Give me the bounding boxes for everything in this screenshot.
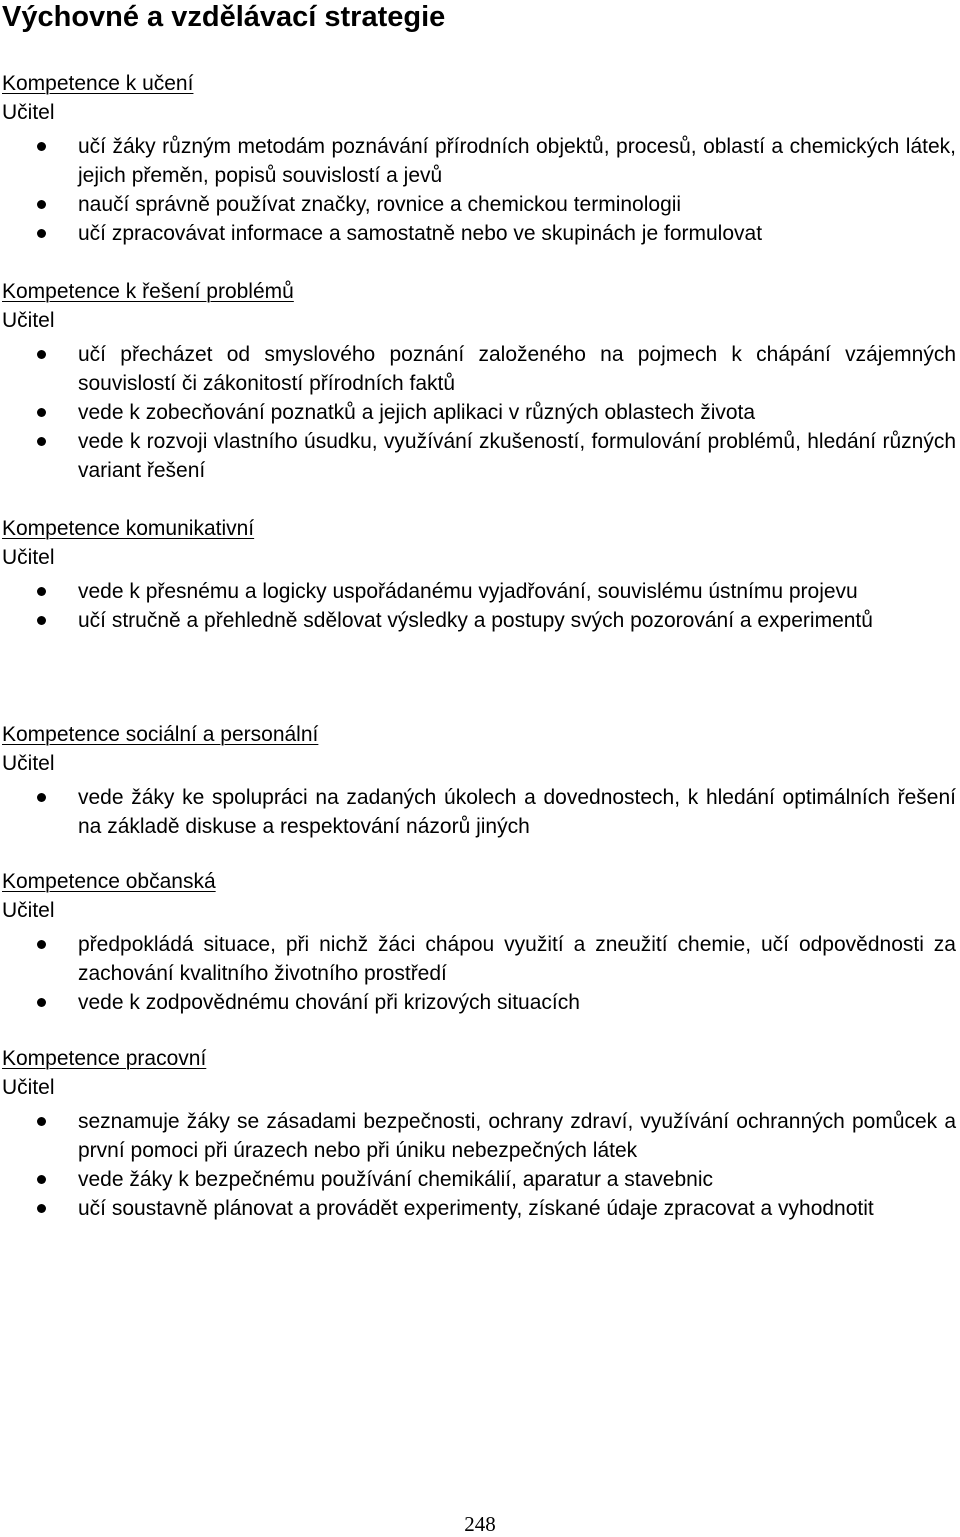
bullet-icon (37, 200, 46, 209)
section-work-competence (0, 1044, 960, 1223)
list-item-text: vede k rozvoji vlastního úsudku, využívání zkušeností, formulování problémů, hledání různých variant řešení (78, 430, 956, 482)
list-item (0, 577, 960, 606)
section-subject: Učitel (2, 309, 55, 332)
bullet-list (0, 132, 960, 248)
section-learning-competence (0, 69, 960, 248)
list-item (0, 930, 960, 988)
list-item-text: učí stručně a přehledně sdělovat výsledky a postupy svých pozorování a experimentů (78, 609, 873, 632)
bullet-list (0, 1107, 960, 1223)
bullet-list (0, 340, 960, 485)
list-item-text: vede žáky ke spolupráci na zadaných úkolech a dovednostech, k hledání optimálních řešení na základě diskuse a respektování názorů jiných (78, 786, 956, 838)
bullet-icon (37, 350, 46, 359)
list-item-text: naučí správně používat značky, rovnice a chemickou terminologii (78, 193, 682, 216)
page-title: Výchovné a vzdělávací strategie (2, 1, 446, 33)
list-item (0, 427, 960, 485)
section-civic-competence (0, 867, 960, 1017)
bullet-list (0, 783, 960, 841)
section-heading: Kompetence k učení (2, 72, 194, 95)
list-item (0, 1165, 960, 1194)
section-communication-competence (0, 514, 960, 635)
bullet-icon (37, 616, 46, 625)
list-item-text: učí žáky různým metodám poznávání přírodních objektů, procesů, oblastí a chemických látek, jejich přeměn, popisů souvislostí a jevů (78, 135, 956, 187)
bullet-icon (37, 229, 46, 238)
bullet-icon (37, 998, 46, 1007)
bullet-icon (37, 587, 46, 596)
list-item-text: vede k přesnému a logicky uspořádanému vyjadřování, souvislému ústnímu projevu (78, 580, 858, 603)
list-item-text: vede žáky k bezpečnému používání chemikálií, aparatur a stavebnic (78, 1168, 714, 1191)
list-item (0, 606, 960, 635)
list-item (0, 340, 960, 398)
bullet-icon (37, 793, 46, 802)
list-item (0, 783, 960, 841)
section-subject: Učitel (2, 899, 55, 922)
section-heading: Kompetence k řešení problémů (2, 280, 294, 303)
bullet-icon (37, 1204, 46, 1213)
list-item (0, 190, 960, 219)
list-item-text: vede k zobecňování poznatků a jejich aplikaci v různých oblastech života (78, 401, 756, 424)
bullet-list (0, 930, 960, 1017)
bullet-list (0, 577, 960, 635)
list-item (0, 219, 960, 248)
list-item (0, 988, 960, 1017)
list-item (0, 132, 960, 190)
section-problem-solving-competence (0, 277, 960, 485)
list-item-text: vede k zodpovědnému chování při krizových situacích (78, 991, 580, 1014)
bullet-icon (37, 437, 46, 446)
bullet-icon (37, 940, 46, 949)
list-item (0, 1107, 960, 1165)
bullet-icon (37, 408, 46, 417)
section-heading: Kompetence pracovní (2, 1047, 207, 1070)
list-item (0, 1194, 960, 1223)
page-number: 248 (464, 1512, 496, 1536)
bullet-icon (37, 1117, 46, 1126)
list-item-text: učí soustavně plánovat a provádět experimenty, získané údaje zpracovat a vyhodnotit (78, 1197, 874, 1220)
section-heading: Kompetence sociální a personální (2, 723, 319, 746)
section-social-personal-competence (0, 720, 960, 841)
list-item-text: učí zpracovávat informace a samostatně nebo ve skupinách je formulovat (78, 222, 763, 245)
section-subject: Učitel (2, 546, 55, 569)
list-item (0, 398, 960, 427)
section-subject: Učitel (2, 1076, 55, 1099)
section-heading: Kompetence komunikativní (2, 517, 255, 540)
section-subject: Učitel (2, 752, 55, 775)
list-item-text: seznamuje žáky se zásadami bezpečnosti, ochrany zdraví, využívání ochranných pomůcek a první pomoci při úrazech nebo při úniku nebezpečných látek (78, 1110, 956, 1162)
bullet-icon (37, 1175, 46, 1184)
section-heading: Kompetence občanská (2, 870, 216, 893)
list-item-text: učí přecházet od smyslového poznání založeného na pojmech k chápání vzájemných souvislostí či zákonitostí přírodních faktů (78, 343, 956, 395)
bullet-icon (37, 142, 46, 151)
section-subject: Učitel (2, 101, 55, 124)
list-item-text: předpokládá situace, při nichž žáci chápou využití a zneužití chemie, učí odpovědnosti za zachování kvalitního životního prostředí (78, 933, 956, 985)
